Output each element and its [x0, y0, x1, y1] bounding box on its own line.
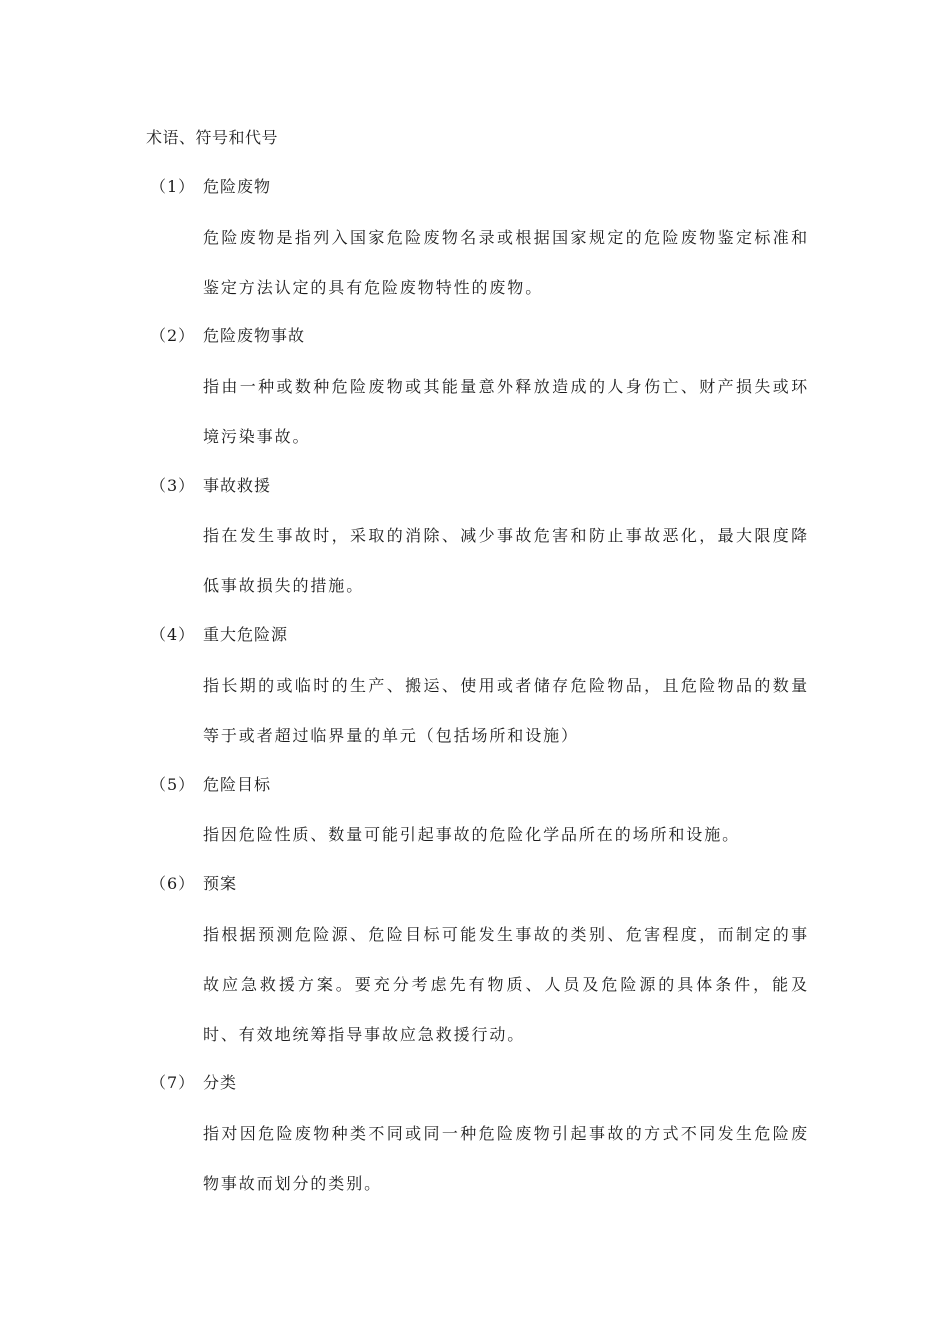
- term-item: [0, 872, 950, 896]
- term-number: （6）: [150, 874, 196, 893]
- term-definition: 指根据预测危险源、危险目标可能发生事故的类别、危害程度，而制定的事故应急救援方案。要充分考虑先有物质、人员及危险源的具体条件，能及时、有效地统筹指导事故应急救援行动。: [203, 925, 809, 1044]
- term-item: [0, 324, 950, 348]
- term-heading: [0, 872, 950, 896]
- term-heading: [0, 175, 950, 199]
- term-heading: [0, 474, 950, 498]
- term-number: （7）: [150, 1073, 196, 1092]
- term-name: 危险废物: [203, 177, 272, 196]
- term-definition: 危险废物是指列入国家危险废物名录或根据国家规定的危险废物鉴定标准和鉴定方法认定的具有危险废物特性的废物。: [203, 228, 809, 297]
- term-number: （5）: [150, 775, 196, 794]
- term-heading: [0, 623, 950, 647]
- term-heading: [0, 1071, 950, 1095]
- term-name: 重大危险源: [203, 625, 289, 644]
- term-heading: [0, 773, 950, 797]
- term-definition: 指因危险性质、数量可能引起事故的危险化学品所在的场所和设施。: [203, 825, 741, 844]
- term-number: （2）: [150, 326, 196, 345]
- term-name: 事故救援: [203, 476, 272, 495]
- term-number: （3）: [150, 476, 196, 495]
- term-item: [0, 175, 950, 199]
- term-item: [0, 773, 950, 797]
- term-number: （4）: [150, 625, 196, 644]
- term-definition: 指在发生事故时，采取的消除、减少事故危害和防止事故恶化，最大限度降低事故损失的措施。: [203, 526, 809, 595]
- term-definition: 指长期的或临时的生产、搬运、使用或者储存危险物品，且危险物品的数量等于或者超过临界量的单元（包括场所和设施）: [203, 676, 809, 745]
- term-item: [0, 474, 950, 498]
- term-number: （1）: [150, 177, 196, 196]
- term-heading: [0, 324, 950, 348]
- term-name: 预案: [203, 874, 238, 893]
- term-name: 危险废物事故: [203, 326, 306, 345]
- term-name: 危险目标: [203, 775, 272, 794]
- term-item: [0, 1071, 950, 1095]
- term-definition: 指由一种或数种危险废物或其能量意外释放造成的人身伤亡、财产损失或环境污染事故。: [203, 377, 809, 446]
- term-item: [0, 623, 950, 647]
- section-title: 术语、符号和代号: [146, 128, 279, 147]
- term-name: 分类: [203, 1073, 238, 1092]
- term-definition: 指对因危险废物种类不同或同一种危险废物引起事故的方式不同发生危险废物事故而划分的类别。: [203, 1124, 809, 1193]
